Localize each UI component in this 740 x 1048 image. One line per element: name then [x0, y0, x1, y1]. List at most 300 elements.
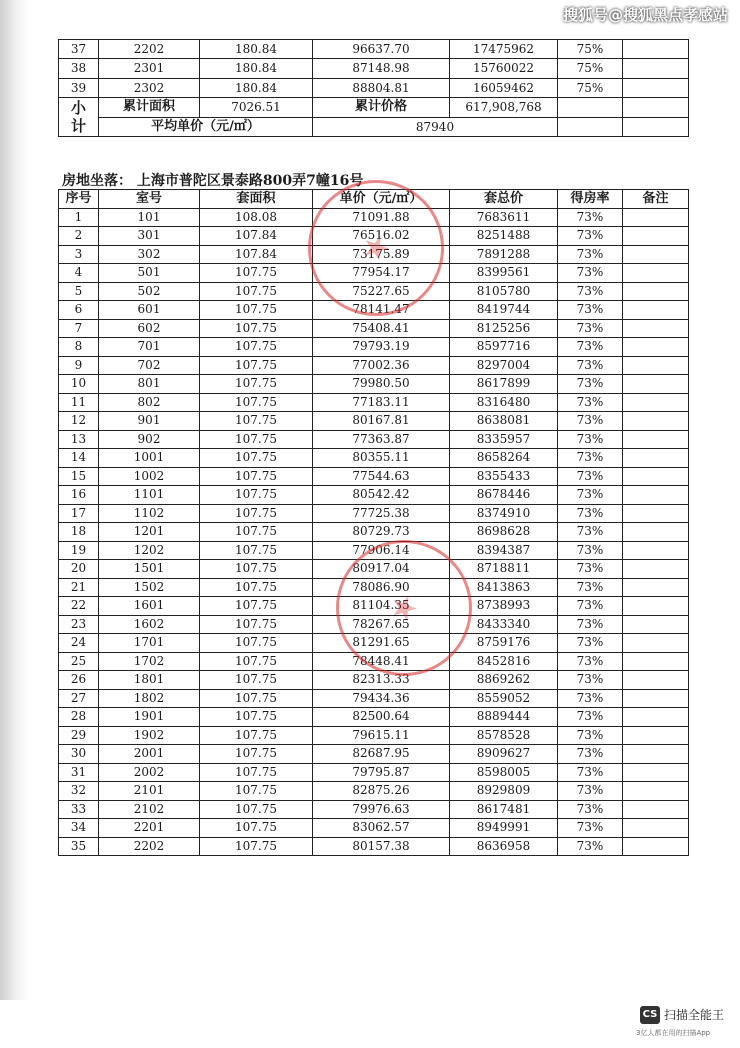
table-cell: 8394387 [450, 541, 558, 560]
table-cell: 14 [59, 449, 99, 468]
table-cell: 8889444 [450, 708, 558, 727]
table-cell: 73% [558, 227, 623, 246]
table-cell: 601 [99, 301, 200, 320]
table-cell [623, 430, 689, 449]
table-cell: 6 [59, 301, 99, 320]
watermark-text: 搜狐号@搜狐黑点孝感站 [562, 6, 728, 24]
table-row [59, 430, 689, 449]
table-cell: 602 [99, 319, 200, 338]
table-cell: 2101 [99, 782, 200, 801]
table-cell: 8658264 [450, 449, 558, 468]
table-cell: 76516.02 [313, 227, 450, 246]
table-cell: 73% [558, 634, 623, 653]
table-cell: 73% [558, 597, 623, 616]
table-row [59, 671, 689, 690]
table-cell: 107.75 [200, 356, 313, 375]
table-cell: 107.75 [200, 319, 313, 338]
table-cell: 73% [558, 282, 623, 301]
table-cell [623, 245, 689, 264]
table-cell [623, 615, 689, 634]
table-cell [623, 40, 689, 59]
table-cell: 73% [558, 689, 623, 708]
table-cell [623, 671, 689, 690]
table-cell: 77002.36 [313, 356, 450, 375]
previous-building-rows [59, 40, 689, 98]
table-cell: 5 [59, 282, 99, 301]
table-cell: 80542.42 [313, 486, 450, 505]
table-cell: 8578528 [450, 726, 558, 745]
table-cell: 8597716 [450, 338, 558, 357]
table-cell: 8335957 [450, 430, 558, 449]
average-price-label: 平均单价（元/㎡） [99, 117, 313, 136]
property-address [62, 170, 363, 190]
table-cell: 107.75 [200, 726, 313, 745]
table-cell: 73% [558, 837, 623, 856]
table-cell: 8355433 [450, 467, 558, 486]
table-cell: 1101 [99, 486, 200, 505]
table-cell: 8738993 [450, 597, 558, 616]
header-remarks: 备注 [623, 190, 689, 209]
scanner-app-tagline: 3亿人都在用的扫描App [636, 1029, 711, 1037]
table-cell: 15760022 [450, 59, 558, 78]
table-cell: 23 [59, 615, 99, 634]
table-cell: 73% [558, 412, 623, 431]
table-cell: 107.75 [200, 819, 313, 838]
table-cell: 7891288 [450, 245, 558, 264]
table-cell [623, 652, 689, 671]
table-cell: 1701 [99, 634, 200, 653]
table-cell: 79434.36 [313, 689, 450, 708]
table-cell: 73% [558, 652, 623, 671]
table-cell: 107.75 [200, 615, 313, 634]
table-cell: 107.84 [200, 227, 313, 246]
table-cell: 8909627 [450, 745, 558, 764]
table-cell: 73% [558, 800, 623, 819]
table-cell: 8452816 [450, 652, 558, 671]
table-cell: 80917.04 [313, 560, 450, 579]
table-cell: 8374910 [450, 504, 558, 523]
table-cell: 34 [59, 819, 99, 838]
table-cell: 75% [558, 59, 623, 78]
table-cell: 73% [558, 467, 623, 486]
table-cell: 73% [558, 449, 623, 468]
table-cell: 107.75 [200, 412, 313, 431]
address-label: 房地坐落： [62, 173, 132, 189]
table-cell: 20 [59, 560, 99, 579]
table-row [59, 467, 689, 486]
table-cell: 75408.41 [313, 319, 450, 338]
table-row [59, 504, 689, 523]
table-cell: 80729.73 [313, 523, 450, 542]
table-cell [623, 800, 689, 819]
table-cell: 2002 [99, 763, 200, 782]
table-cell: 77954.17 [313, 264, 450, 283]
table-cell [623, 227, 689, 246]
header-serial: 序号 [59, 190, 99, 209]
table-cell: 1002 [99, 467, 200, 486]
subtotal-row [59, 98, 689, 117]
cumulative-price-value: 617,908,768 [450, 98, 558, 117]
table-cell [623, 837, 689, 856]
table-cell: 78267.65 [313, 615, 450, 634]
table-cell: 77906.14 [313, 541, 450, 560]
header-room: 室号 [99, 190, 200, 209]
table-cell: 8698628 [450, 523, 558, 542]
table-cell: 1801 [99, 671, 200, 690]
table-cell: 180.84 [200, 78, 313, 97]
table-cell: 37 [59, 40, 99, 59]
table-cell: 8413863 [450, 578, 558, 597]
table-cell [623, 597, 689, 616]
table-cell: 1802 [99, 689, 200, 708]
table-cell: 2301 [99, 59, 200, 78]
table-row [59, 40, 689, 59]
table-row [59, 486, 689, 505]
table-cell: 13 [59, 430, 99, 449]
table-cell: 107.75 [200, 282, 313, 301]
table-cell: 2001 [99, 745, 200, 764]
table-cell: 8678446 [450, 486, 558, 505]
table-row [59, 745, 689, 764]
table-cell: 82313.33 [313, 671, 450, 690]
table-cell: 73% [558, 671, 623, 690]
table-cell: 33 [59, 800, 99, 819]
header-total-price: 套总价 [450, 190, 558, 209]
table-cell: 107.75 [200, 578, 313, 597]
table-cell: 73% [558, 578, 623, 597]
table-cell: 1201 [99, 523, 200, 542]
table-cell: 1001 [99, 449, 200, 468]
table-cell: 3 [59, 245, 99, 264]
table-cell: 107.75 [200, 301, 313, 320]
table-cell: 35 [59, 837, 99, 856]
table-cell: 8433340 [450, 615, 558, 634]
table-cell: 107.75 [200, 486, 313, 505]
table-cell: 81104.35 [313, 597, 450, 616]
table-cell: 8636958 [450, 837, 558, 856]
table-cell: 73% [558, 745, 623, 764]
table-cell: 73% [558, 763, 623, 782]
table-cell: 1602 [99, 615, 200, 634]
table-cell: 73% [558, 504, 623, 523]
table-cell: 12 [59, 412, 99, 431]
table-cell [623, 689, 689, 708]
table-cell: 107.75 [200, 541, 313, 560]
table-cell: 77725.38 [313, 504, 450, 523]
table-cell: 73% [558, 375, 623, 394]
subtotal-empty-cell [623, 98, 689, 117]
table-cell [623, 393, 689, 412]
table-cell: 1102 [99, 504, 200, 523]
table-cell: 2201 [99, 819, 200, 838]
table-cell: 1502 [99, 578, 200, 597]
table-cell: 1202 [99, 541, 200, 560]
table-cell: 73% [558, 301, 623, 320]
table-cell: 8419744 [450, 301, 558, 320]
table-cell [623, 819, 689, 838]
table-cell: 31 [59, 763, 99, 782]
table-cell [623, 560, 689, 579]
table-cell: 107.75 [200, 634, 313, 653]
table-cell: 8105780 [450, 282, 558, 301]
header-efficiency: 得房率 [558, 190, 623, 209]
table-cell: 22 [59, 597, 99, 616]
table-row [59, 319, 689, 338]
table-cell: 8929809 [450, 782, 558, 801]
table-row [59, 393, 689, 412]
header-area: 套面积 [200, 190, 313, 209]
table-cell: 2 [59, 227, 99, 246]
table-cell: 2202 [99, 40, 200, 59]
table-cell: 107.75 [200, 689, 313, 708]
table-cell: 8598005 [450, 763, 558, 782]
table-cell [623, 578, 689, 597]
table-cell: 18 [59, 523, 99, 542]
table-cell: 16 [59, 486, 99, 505]
table-cell: 702 [99, 356, 200, 375]
table-cell: 71091.88 [313, 208, 450, 227]
table-cell: 107.75 [200, 393, 313, 412]
cumulative-area-label: 累计面积 [99, 98, 200, 117]
table-row [59, 523, 689, 542]
table-cell [623, 486, 689, 505]
table-cell: 107.75 [200, 745, 313, 764]
table-cell: 16059462 [450, 78, 558, 97]
table-row [59, 59, 689, 78]
table-cell: 96637.70 [313, 40, 450, 59]
table-row [59, 78, 689, 97]
table-cell [623, 59, 689, 78]
table-cell: 8638081 [450, 412, 558, 431]
table-cell: 28 [59, 708, 99, 727]
table-cell: 10 [59, 375, 99, 394]
table-cell: 8251488 [450, 227, 558, 246]
table-cell: 82500.64 [313, 708, 450, 727]
table-cell: 79793.19 [313, 338, 450, 357]
table-cell: 2302 [99, 78, 200, 97]
subtotal-empty-cell [558, 98, 623, 117]
table-cell: 501 [99, 264, 200, 283]
table-cell [623, 282, 689, 301]
table-row [59, 689, 689, 708]
table-cell: 24 [59, 634, 99, 653]
table-cell: 73% [558, 523, 623, 542]
table-cell: 32 [59, 782, 99, 801]
table-cell: 8617899 [450, 375, 558, 394]
table-cell: 78086.90 [313, 578, 450, 597]
table-cell: 8125256 [450, 319, 558, 338]
table-cell: 107.75 [200, 375, 313, 394]
table-cell: 7 [59, 319, 99, 338]
table-cell: 73% [558, 319, 623, 338]
table-cell: 21 [59, 578, 99, 597]
table-row [59, 726, 689, 745]
table-cell: 73% [558, 393, 623, 412]
cumulative-price-label: 累计价格 [313, 98, 450, 117]
table-cell: 802 [99, 393, 200, 412]
table-cell: 80157.38 [313, 837, 450, 856]
table-cell: 38 [59, 59, 99, 78]
table-cell: 39 [59, 78, 99, 97]
table-row [59, 763, 689, 782]
table-cell: 8869262 [450, 671, 558, 690]
table-cell: 1601 [99, 597, 200, 616]
table-cell: 73% [558, 615, 623, 634]
table-cell: 78141.47 [313, 301, 450, 320]
table-cell [623, 523, 689, 542]
table-cell: 17 [59, 504, 99, 523]
table-cell: 73% [558, 245, 623, 264]
table-cell: 73% [558, 819, 623, 838]
table-cell: 107.75 [200, 264, 313, 283]
table-cell: 2202 [99, 837, 200, 856]
table-cell: 77544.63 [313, 467, 450, 486]
table-cell: 25 [59, 652, 99, 671]
table-cell: 82687.95 [313, 745, 450, 764]
table-row [59, 375, 689, 394]
table-cell: 73% [558, 708, 623, 727]
table-cell: 8316480 [450, 393, 558, 412]
table-cell [623, 541, 689, 560]
table-cell: 107.75 [200, 430, 313, 449]
page-bottom [0, 1000, 740, 1048]
table-cell: 79976.63 [313, 800, 450, 819]
table-cell: 29 [59, 726, 99, 745]
table-cell: 73% [558, 356, 623, 375]
table-cell: 75% [558, 78, 623, 97]
table-row [59, 338, 689, 357]
table-cell: 1702 [99, 652, 200, 671]
table-cell [623, 634, 689, 653]
table-cell: 8949991 [450, 819, 558, 838]
table-cell: 1901 [99, 708, 200, 727]
table-row [59, 837, 689, 856]
table-cell: 8759176 [450, 634, 558, 653]
table-cell: 107.75 [200, 338, 313, 357]
table-cell: 27 [59, 689, 99, 708]
table-cell: 8399561 [450, 264, 558, 283]
table-cell: 73175.89 [313, 245, 450, 264]
table-cell: 107.75 [200, 671, 313, 690]
table-row [59, 708, 689, 727]
table-cell [623, 726, 689, 745]
table-cell: 502 [99, 282, 200, 301]
table-cell: 80167.81 [313, 412, 450, 431]
table-cell: 801 [99, 375, 200, 394]
table-cell: 30 [59, 745, 99, 764]
table-cell: 107.75 [200, 652, 313, 671]
table-cell: 83062.57 [313, 819, 450, 838]
table-cell: 902 [99, 430, 200, 449]
table-cell: 107.84 [200, 245, 313, 264]
table-row [59, 356, 689, 375]
table-cell [623, 708, 689, 727]
table-cell: 88804.81 [313, 78, 450, 97]
table-cell: 73% [558, 338, 623, 357]
table-cell: 4 [59, 264, 99, 283]
average-price-value: 87940 [313, 117, 558, 136]
table-cell: 73% [558, 541, 623, 560]
table-cell: 87148.98 [313, 59, 450, 78]
average-empty-cell [558, 117, 623, 136]
table-cell: 73% [558, 430, 623, 449]
header-unit-price: 单价（元/㎡） [313, 190, 450, 209]
table-row [59, 800, 689, 819]
table-cell [623, 745, 689, 764]
table-cell: 107.75 [200, 837, 313, 856]
table-cell: 7683611 [450, 208, 558, 227]
table-cell: 107.75 [200, 504, 313, 523]
table-cell [623, 412, 689, 431]
subtotal-label-top: 小 计 [59, 98, 99, 137]
table-cell [623, 301, 689, 320]
table-cell [623, 782, 689, 801]
table-cell: 9 [59, 356, 99, 375]
table-cell: 73% [558, 560, 623, 579]
table-cell: 302 [99, 245, 200, 264]
table-cell: 79795.87 [313, 763, 450, 782]
table-cell: 107.75 [200, 523, 313, 542]
table-cell: 107.75 [200, 708, 313, 727]
table-cell: 15 [59, 467, 99, 486]
average-price-row [59, 117, 689, 136]
scanner-app-name: 扫描全能王 [664, 1008, 725, 1022]
table-cell [623, 78, 689, 97]
table-cell: 73% [558, 264, 623, 283]
table-cell [623, 319, 689, 338]
table-cell: 180.84 [200, 40, 313, 59]
table-cell: 77183.11 [313, 393, 450, 412]
table-cell: 2102 [99, 800, 200, 819]
table-cell: 73% [558, 486, 623, 505]
table-cell: 107.75 [200, 597, 313, 616]
cumulative-area-value: 7026.51 [200, 98, 313, 117]
table-row [59, 449, 689, 468]
red-seal-stamp [336, 540, 472, 676]
red-seal-stamp [308, 180, 444, 316]
table-cell: 107.75 [200, 467, 313, 486]
table-cell: 79615.11 [313, 726, 450, 745]
table-cell [623, 338, 689, 357]
table-cell: 73% [558, 782, 623, 801]
table-cell [623, 763, 689, 782]
table-cell: 107.75 [200, 560, 313, 579]
table-cell: 77363.87 [313, 430, 450, 449]
address-value: 上海市普陀区景泰路800弄7幢16号 [136, 173, 364, 189]
table-cell: 1902 [99, 726, 200, 745]
table-cell: 1501 [99, 560, 200, 579]
table-cell: 101 [99, 208, 200, 227]
table-cell: 107.75 [200, 763, 313, 782]
page-shadow-edge [0, 0, 30, 1000]
table-row [59, 819, 689, 838]
table-cell: 75227.65 [313, 282, 450, 301]
table-cell [623, 356, 689, 375]
table-cell: 901 [99, 412, 200, 431]
table-cell [623, 375, 689, 394]
table-cell: 75% [558, 40, 623, 59]
table-cell: 107.75 [200, 800, 313, 819]
table-cell: 301 [99, 227, 200, 246]
table-cell: 8617481 [450, 800, 558, 819]
table-cell [623, 264, 689, 283]
table-row [59, 782, 689, 801]
table-cell: 8 [59, 338, 99, 357]
table-cell: 8718811 [450, 560, 558, 579]
table-cell: 80355.11 [313, 449, 450, 468]
table-cell: 73% [558, 726, 623, 745]
table-cell [623, 449, 689, 468]
